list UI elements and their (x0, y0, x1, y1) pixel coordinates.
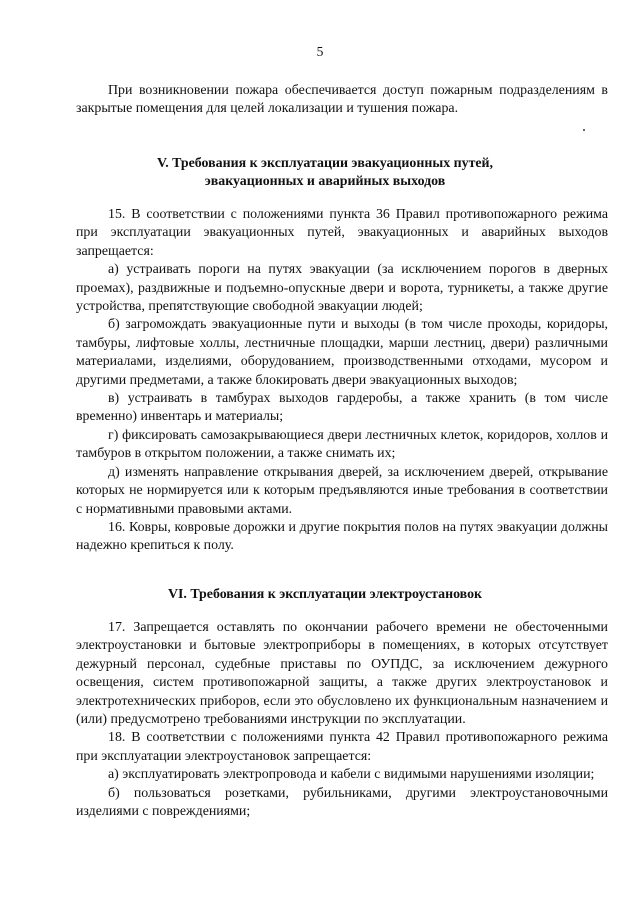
section5-heading-line1: V. Требования к эксплуатации эвакуационных путей, (156, 156, 494, 171)
item-15-d: д) изменять направление открывания дверей, за исключением дверей, открывание которых не нормируется или к которым предъявляются иные требования в соответствии с нормативными правовыми актами. (76, 464, 608, 517)
section5-heading-line2: эвакуационных и аварийных выходов (204, 174, 446, 190)
paragraph-16: 16. Ковры, ковровые дорожки и другие покрытия полов на путях эвакуации должны надежно крепиться к полу. (76, 519, 608, 554)
item-15-v: в) устраивать в тамбурах выходов гардеробы, а также хранить (в том числе временно) инвентарь и материалы; (76, 391, 608, 425)
section5-body (76, 206, 608, 556)
paragraph-15: 15. В соответствии с положениями пункта 36 Правил противопожарного режима при эксплуатации эвакуационных путей, эвакуационных и аварийных выходов запрещается: (76, 207, 608, 259)
item-18-a: а) эксплуатировать электропровода и кабели с видимыми нарушениями изоляции; (108, 767, 595, 783)
section6-heading: VI. Требования к эксплуатации электроустановок (167, 587, 483, 602)
item-15-a: а) устраивать пороги на путях эвакуации (за исключением порогов в дверных проемах), раздвижные и подъемно-опускные двери и ворота, турникеты, а также другие устройства, препятствующие свободной эвакуации людей; (76, 262, 608, 315)
section5-heading (60, 155, 590, 192)
page-number: 5 (316, 44, 324, 59)
section6-body (76, 619, 608, 821)
item-15-b: б) загромождать эвакуационные пути и выходы (в том числе проходы, коридоры, тамбуры, лифтовые холлы, лестничные площадки, марши лестниц, двери) различными материалами, изделиями, оборудованием, производственными отходами, мусором и другими предметами, а также блокировать двери эвакуационных выходов; (76, 317, 608, 388)
intro-paragraph: При возникновении пожара обеспечивается доступ пожарным подразделениям в закрытые помещения для целей локализации и тушения пожара. (76, 83, 608, 117)
item-15-g: г) фиксировать самозакрывающиеся двери лестничных клеток, коридоров, холлов и тамбуров в открытом положении, а также снимать их; (76, 427, 608, 462)
item-18-b: б) пользоваться розетками, рубильниками, другими электроустановочными изделиями с повреждениями; (76, 785, 608, 820)
paragraph-17: 17. Запрещается оставлять по окончании рабочего времени не обесточенными электроустановки и бытовые электроприборы в помещениях, в которых отсутствует дежурный персонал, судебные приставы по ОУПДС, за исключением дежурного освещения, систем противопожарной защиты, а также других электроустановок и электротехнических приборов, если это обусловлено их функциональным назначением и (или) предусмотрено требованиями инструкции по эксплуатации. (76, 620, 608, 728)
intro-block (76, 82, 608, 119)
paragraph-18: 18. В соответствии с положениями пункта 42 Правил противопожарного режима при эксплуатации электроустановок запрещается: (76, 730, 608, 764)
scan-dot (583, 129, 585, 131)
